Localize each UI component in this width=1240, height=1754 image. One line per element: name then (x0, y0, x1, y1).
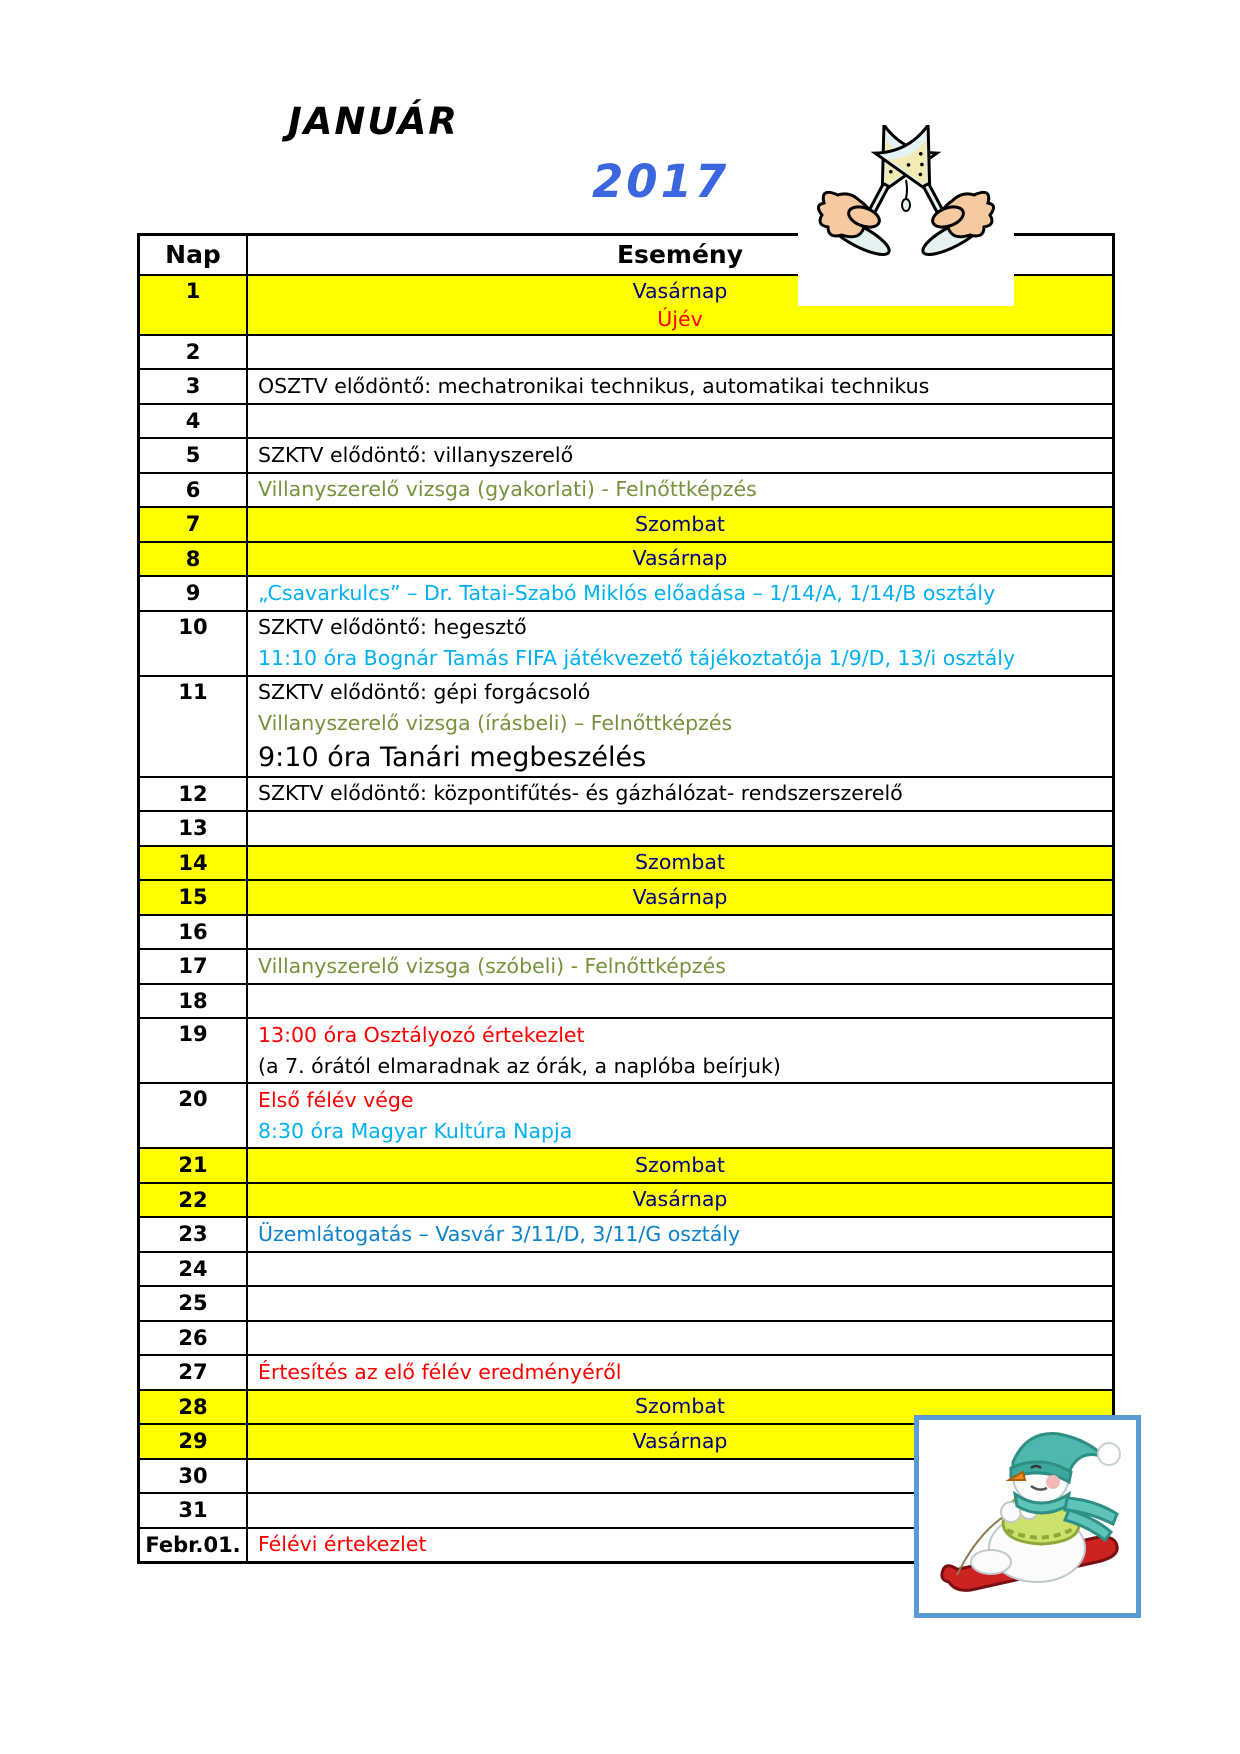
event-cell (247, 984, 1114, 1019)
day-cell: 19 (139, 1018, 248, 1083)
table-row (139, 880, 1114, 915)
table-row (139, 1018, 1114, 1083)
day-cell: 17 (139, 949, 248, 984)
event-cell (247, 369, 1114, 404)
day-cell: 20 (139, 1083, 248, 1148)
event-line: SZKTV elődöntő: hegesztő (258, 615, 527, 639)
event-line: 9:10 óra Tanári megbeszélés (258, 741, 647, 773)
calendar-table (137, 233, 1115, 1564)
event-cell (247, 611, 1114, 676)
day-cell: 7 (139, 507, 248, 542)
table-row (139, 404, 1114, 439)
day-cell: 12 (139, 777, 248, 812)
table-row (139, 1286, 1114, 1321)
day-cell: 14 (139, 846, 248, 881)
event-cell (247, 1018, 1114, 1083)
table-row (139, 811, 1114, 846)
table-row (139, 984, 1114, 1019)
day-cell: 27 (139, 1355, 248, 1390)
header-event-label: Esemény (616, 240, 743, 270)
event-line: SZKTV elődöntő: villanyszerelő (258, 442, 574, 467)
day-cell: 10 (139, 611, 248, 676)
table-row (139, 369, 1114, 404)
event-line: 11:10 óra Bognár Tamás FIFA játékvezető tájékoztatója 1/9/D, 13/i osztály (258, 646, 1016, 670)
day-cell: 29 (139, 1424, 248, 1459)
event-cell (247, 1148, 1114, 1183)
event-cell (247, 1355, 1114, 1390)
day-cell: 16 (139, 915, 248, 950)
header-day: Nap (139, 235, 248, 275)
champagne-glasses-icon (768, 125, 1044, 306)
event-line: Vasárnap (632, 884, 728, 909)
table-row (139, 1321, 1114, 1356)
event-line: Újév (657, 306, 703, 331)
day-cell: 31 (139, 1493, 248, 1528)
table-row (139, 1148, 1114, 1183)
year-label: 2017 (592, 155, 730, 208)
event-cell (247, 880, 1114, 915)
day-cell: 24 (139, 1252, 248, 1287)
event-cell (247, 335, 1114, 370)
day-cell: 30 (139, 1459, 248, 1494)
event-line: Szombat (635, 1394, 725, 1419)
event-line: Vasárnap (632, 546, 728, 571)
day-cell: 22 (139, 1183, 248, 1218)
table-row (139, 1183, 1114, 1218)
table-row (139, 473, 1114, 508)
event-cell (247, 507, 1114, 542)
day-cell: 1 (139, 275, 248, 335)
event-cell (247, 676, 1114, 777)
table-row (139, 949, 1114, 984)
event-line: (a 7. órától elmaradnak az órák, a naplóba beírjuk) (258, 1053, 781, 1078)
event-cell (247, 1183, 1114, 1218)
table-row (139, 611, 1114, 676)
day-cell: 8 (139, 542, 248, 577)
event-line: Vasárnap (632, 278, 728, 303)
calendar-table-body (139, 235, 1114, 1563)
event-line: Vasárnap (632, 1428, 728, 1453)
event-line: SZKTV elődöntő: központifűtés- és gázhálózat- rendszerszerelő (258, 781, 903, 806)
event-cell (247, 1321, 1114, 1356)
event-cell (247, 846, 1114, 881)
event-cell (247, 1083, 1114, 1148)
day-cell: 23 (139, 1217, 248, 1252)
day-cell: 3 (139, 369, 248, 404)
event-line: Szombat (635, 511, 725, 536)
event-cell (247, 949, 1114, 984)
day-cell: 28 (139, 1390, 248, 1425)
event-line: OSZTV elődöntő: mechatronikai technikus, automatikai technikus (258, 373, 930, 398)
event-line: Üzemlátogatás – Vasvár 3/11/D, 3/11/G osztály (258, 1221, 741, 1246)
day-cell: 15 (139, 880, 248, 915)
event-line: SZKTV elődöntő: gépi forgácsoló (258, 679, 591, 704)
day-cell: Febr.01. (139, 1528, 248, 1563)
event-cell (247, 404, 1114, 439)
event-cell (247, 1286, 1114, 1321)
day-cell: 13 (139, 811, 248, 846)
day-cell: 25 (139, 1286, 248, 1321)
day-cell: 6 (139, 473, 248, 508)
event-cell (247, 915, 1114, 950)
event-cell (247, 777, 1114, 812)
event-line: „Csavarkulcs” – Dr. Tatai-Szabó Miklós előadása – 1/14/A, 1/14/B osztály (258, 580, 996, 605)
event-line: Első félév vége (258, 1087, 414, 1112)
day-cell: 9 (139, 576, 248, 611)
event-line: Villanyszerelő vizsga (gyakorlati) - Felnőttképzés (258, 477, 757, 502)
event-line: Szombat (635, 850, 725, 875)
snowman-on-sled-icon (919, 1420, 1136, 1613)
event-cell (247, 438, 1114, 473)
event-cell (247, 1252, 1114, 1287)
event-line: Szombat (635, 1152, 725, 1177)
day-cell: 2 (139, 335, 248, 370)
table-row (139, 438, 1114, 473)
day-cell: 18 (139, 984, 248, 1019)
table-row (139, 915, 1114, 950)
snowman-image (914, 1415, 1141, 1618)
table-row (139, 576, 1114, 611)
table-row (139, 507, 1114, 542)
event-line: 8:30 óra Magyar Kultúra Napja (258, 1118, 573, 1143)
event-cell (247, 1217, 1114, 1252)
table-row (139, 1217, 1114, 1252)
event-cell (247, 576, 1114, 611)
event-line: Vasárnap (632, 1187, 728, 1212)
table-row (139, 846, 1114, 881)
event-line: Félévi értekezlet (258, 1532, 427, 1556)
table-row (139, 676, 1114, 777)
table-row (139, 777, 1114, 812)
table-row (139, 1083, 1114, 1148)
event-line: Értesítés az elő félév eredményéről (258, 1359, 622, 1384)
table-row (139, 1355, 1114, 1390)
champagne-glasses-image (798, 125, 1014, 306)
page-title: JANUÁR (288, 100, 459, 143)
day-cell: 5 (139, 438, 248, 473)
table-row (139, 542, 1114, 577)
table-row (139, 1252, 1114, 1287)
event-cell (247, 542, 1114, 577)
event-line: Villanyszerelő vizsga (szóbeli) - Felnőttképzés (258, 953, 726, 978)
event-cell (247, 473, 1114, 508)
day-cell: 21 (139, 1148, 248, 1183)
day-cell: 26 (139, 1321, 248, 1356)
day-cell: 11 (139, 676, 248, 777)
event-line: 13:00 óra Osztályozó értekezlet (258, 1022, 585, 1047)
event-cell (247, 811, 1114, 846)
event-line: Villanyszerelő vizsga (írásbeli) – Felnőttképzés (258, 710, 733, 735)
day-cell: 4 (139, 404, 248, 439)
table-row (139, 335, 1114, 370)
